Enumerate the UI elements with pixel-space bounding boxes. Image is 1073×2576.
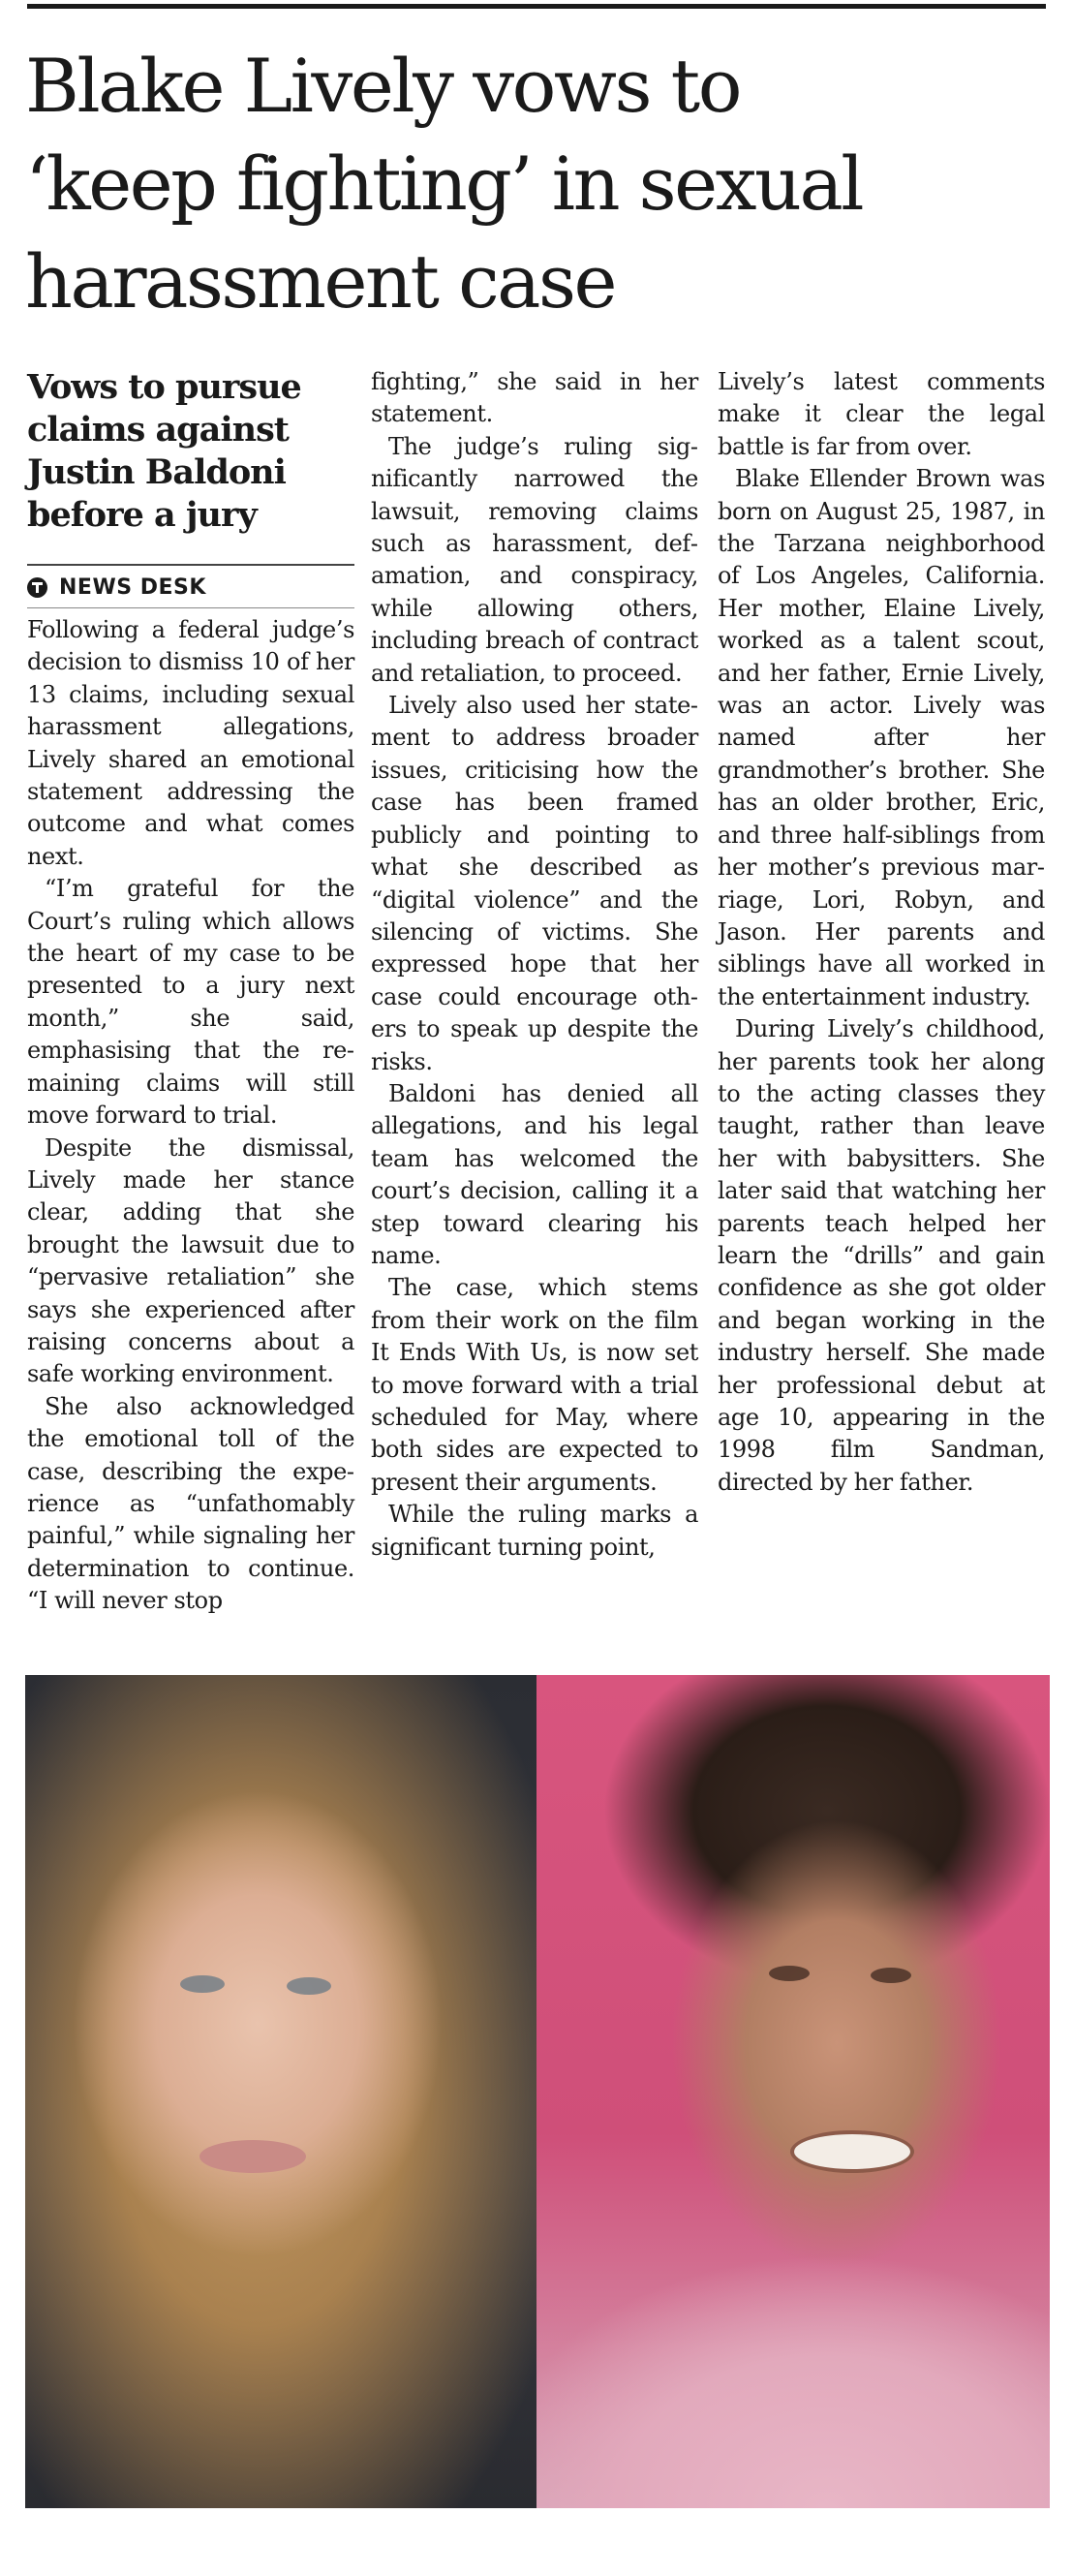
headline-line: ‘keep fighting’ in sexual — [25, 140, 863, 227]
article-headline — [25, 37, 1052, 330]
article-deck — [27, 366, 354, 537]
photo-detail — [180, 1975, 225, 1993]
top-rule — [27, 4, 1046, 9]
photo-detail — [287, 1977, 331, 1995]
body-paragraph: The judge’s ruling significantly narrowed the lawsuit, removing claims such as harassment, defamation, and conspiracy, while allowing others, including breach of contract and retaliation, to proceed. — [371, 432, 698, 687]
byline-text: NEWS DESK — [59, 575, 206, 600]
article-column-2 — [371, 366, 698, 1564]
deck-line: Justin Baldoni — [27, 452, 286, 492]
article-column-3 — [718, 366, 1045, 1499]
photo-detail — [769, 1966, 810, 1981]
photo-detail — [790, 2130, 914, 2173]
byline — [27, 575, 354, 608]
photo-detail — [199, 2140, 306, 2173]
article-column-1 — [27, 366, 354, 1618]
body-paragraph: The case, which stems from their work on the film It Ends With Us, is now set to move forward with a trial scheduled for May, where both sides are expected to present their arguments. — [371, 1274, 698, 1496]
deck-line: before a jury — [27, 495, 257, 535]
body-paragraph: Following a federal judge’s decision to dismiss 10 of her 13 claims, including sexual harassment allegations, Lively shared an emotional statement addressing the outcome and what comes next. — [27, 616, 354, 870]
body-paragraph: While the ruling marks a significant turning point, — [371, 1501, 698, 1561]
deck-line: claims against — [27, 410, 289, 450]
byline-rule — [27, 564, 354, 566]
photo-blake-lively — [25, 1675, 536, 2508]
body-paragraph: “I’m grateful for the Court’s ruling which allows the heart of my case to be presented to a jury next month,” she said, emphasising that the remaining claims will still move forward to trial. — [27, 875, 354, 1130]
photo-detail — [871, 1968, 911, 1983]
body-paragraph: Despite the dismissal, Lively made her stance clear, adding that she brought the lawsuit due to “pervasive retaliation” she says she experienced after raising concerns about a safe working environment. — [27, 1133, 354, 1388]
body-paragraph: Lively’s latest comments make it clear the legal battle is far from over. — [718, 368, 1045, 460]
deck-line: Vows to pursue — [27, 367, 301, 407]
publication-logo-icon — [27, 577, 47, 598]
body-paragraph: Baldoni has denied all allegations, and his legal team has welcomed the court’s decision, calling it a step toward clearing his name. — [371, 1079, 698, 1269]
body-paragraph: During Lively’s childhood, her parents took her along to the acting classes they taught, rather than leave her with babysitters. She later said that watching her parents teach helped her learn the “drills” and gain confidence as she got older and began working in the industry herself. She made her professional debut at age 10, appearing in the 1998 film Sandman, directed by her father. — [718, 1015, 1045, 1496]
body-paragraph: Lively also used her statement to address broader issues, criticising how the case has been framed publicly and pointing to what she described as “digital violence” and the silencing of victims. She expressed hope that her case could encourage others to speak up despite the risks. — [371, 692, 698, 1075]
body-paragraph: Blake Ellender Brown was born on August 25, 1987, in the Tarzana neighborhood of Los Angeles, California. Her mother, Elaine Lively, worked as a talent scout, and her father, Ernie Lively, was an actor. Lively was named after her grandmother’s brother. She has an older brother, Eric, and three half-siblings from her mother’s previous marriage, Lori, Robyn, and Jason. Her parents and siblings have all worked in the entertainment industry. — [718, 465, 1045, 1010]
headline-line: Blake Lively vows to — [25, 43, 740, 129]
headline-line: harassment case — [25, 238, 615, 325]
body-paragraph: fighting,” she said in her statement. — [371, 368, 698, 428]
body-paragraph: She also acknowledged the emotional toll of the case, describing the experience as “unfathomably painful,” while signaling her determination to continue. “I will never stop — [27, 1392, 354, 1615]
photo-justin-baldoni — [536, 1675, 1050, 2508]
